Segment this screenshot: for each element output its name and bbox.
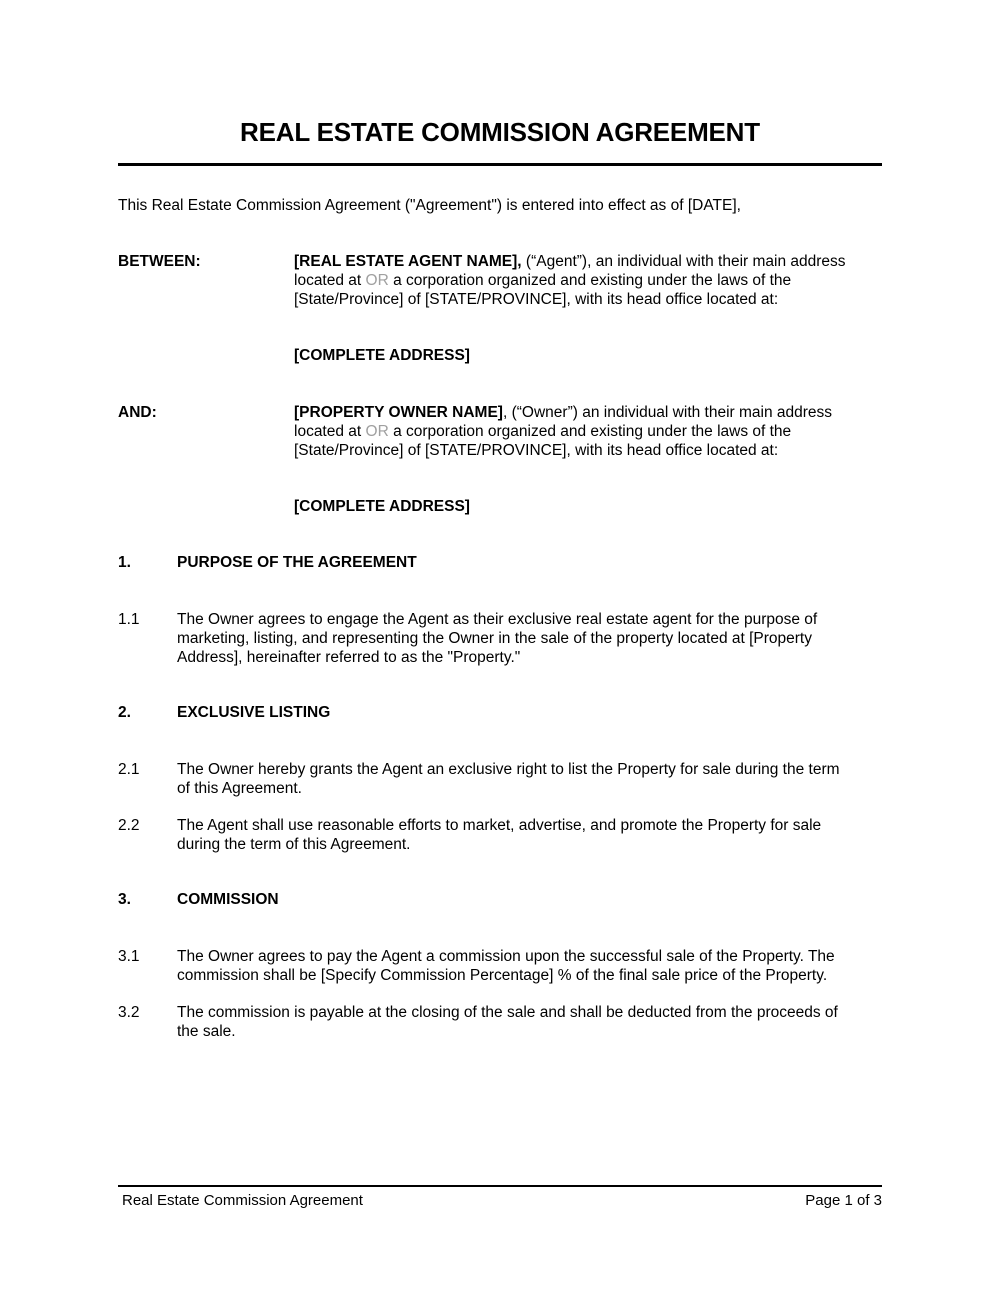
title-divider (118, 163, 882, 166)
clause-text (177, 760, 887, 798)
clause-line: The commission is payable at the closing of the sale and shall be deducted from the proceeds of (177, 1004, 838, 1021)
footer-document-name: Real Estate Commission Agreement (122, 1192, 363, 1209)
party-line-2-pre: located at (294, 423, 366, 440)
section-number: 2. (118, 704, 131, 721)
party-line-2-pre: located at (294, 272, 366, 289)
clause-number: 1.1 (118, 611, 140, 628)
clause-line: The Owner hereby grants the Agent an exclusive right to list the Property for sale during the term (177, 761, 840, 778)
party-description (294, 252, 886, 309)
clause-number: 3.2 (118, 1004, 140, 1021)
clause-number: 2.1 (118, 761, 140, 778)
section-title: EXCLUSIVE LISTING (177, 704, 331, 721)
party-address: [COMPLETE ADDRESS] (294, 498, 470, 515)
document-title: REAL ESTATE COMMISSION AGREEMENT (240, 117, 760, 147)
party-label: AND: (118, 404, 157, 421)
party-description (294, 403, 886, 460)
clause-line: the sale. (177, 1023, 236, 1040)
clause-line: marketing, listing, and representing the Owner in the sale of the property located at [Property (177, 630, 812, 647)
clause-line: The Owner agrees to pay the Agent a commission upon the successful sale of the Property. The (177, 948, 835, 965)
party-line-2-post: a corporation organized and existing under the laws of the (388, 423, 792, 440)
section-title: COMMISSION (177, 891, 279, 908)
section-number: 1. (118, 554, 131, 571)
clause-text (177, 610, 887, 667)
party-line-1 (294, 403, 886, 422)
clause-text (177, 1003, 887, 1041)
party-name: [PROPERTY OWNER NAME] (294, 404, 503, 421)
or-placeholder: OR (365, 272, 389, 289)
clause-line: commission shall be [Specify Commission Percentage] % of the final sale price of the Property. (177, 967, 828, 984)
clause-line: of this Agreement. (177, 780, 302, 797)
clause-line: Address], hereinafter referred to as the "Property." (177, 649, 521, 666)
clause-text (177, 816, 887, 854)
section-title: PURPOSE OF THE AGREEMENT (177, 554, 417, 571)
clause-line: during the term of this Agreement. (177, 836, 411, 853)
party-name: [REAL ESTATE AGENT NAME], (294, 253, 522, 270)
party-address: [COMPLETE ADDRESS] (294, 347, 470, 364)
party-line-2 (294, 271, 886, 290)
party-line-1-rest: , (“Owner”) an individual with their main address (502, 404, 833, 421)
party-line-1 (294, 252, 886, 271)
party-line-2-post: a corporation organized and existing under the laws of the (388, 272, 792, 289)
party-line-3: [State/Province] of [STATE/PROVINCE], with its head office located at: (294, 442, 779, 459)
party-line-3: [State/Province] of [STATE/PROVINCE], with its head office located at: (294, 291, 779, 308)
clause-line: The Owner agrees to engage the Agent as their exclusive real estate agent for the purpose of (177, 611, 818, 628)
clause-number: 2.2 (118, 817, 140, 834)
section-number: 3. (118, 891, 131, 908)
or-placeholder: OR (365, 423, 389, 440)
footer-divider (118, 1185, 882, 1187)
footer-page-number: Page 1 of 3 (805, 1192, 882, 1209)
clause-text (177, 947, 887, 985)
clause-line: The Agent shall use reasonable efforts to market, advertise, and promote the Property for sale (177, 817, 822, 834)
party-line-1-rest: (“Agent”), an individual with their main address (521, 253, 846, 270)
clause-number: 3.1 (118, 948, 140, 965)
intro-paragraph: This Real Estate Commission Agreement ("Agreement") is entered into effect as of [DATE], (118, 197, 741, 214)
party-label: BETWEEN: (118, 253, 201, 270)
party-line-2 (294, 422, 886, 441)
